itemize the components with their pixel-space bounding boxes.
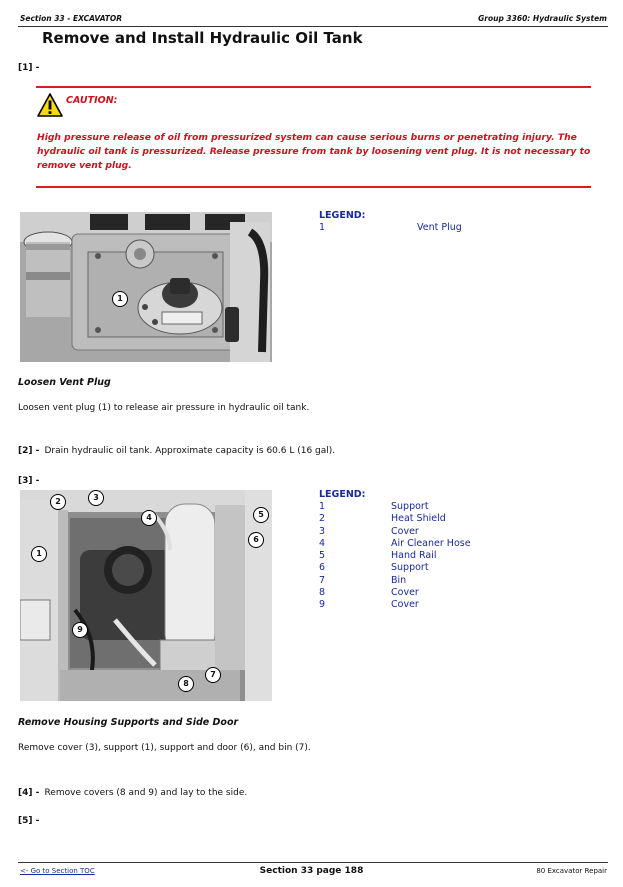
legend-2 [319,501,471,612]
legend-2-label: Air Cleaner Hose [391,537,471,549]
housing-photo [20,490,272,701]
caution-label: CAUTION: [66,95,118,106]
legend-2-label: Support [391,501,429,512]
legend-2-num: 1 [319,501,326,512]
step-4 [18,780,247,799]
legend-2-num: 2 [319,513,326,525]
legend-2-row [319,526,471,538]
callout-1: 1 [31,546,47,562]
legend-2-row [319,599,471,611]
legend-2-num: 6 [319,562,326,574]
step-4-label: [4] - [18,788,40,798]
callout-1: 1 [112,291,128,307]
legend-2-label: Cover [391,525,419,537]
legend-1-label: Vent Plug [417,222,462,233]
legend-2-row [319,587,471,599]
legend-2-label: Support [391,562,429,574]
callout-9: 9 [72,622,88,638]
section-header: Section 33 - EXCAVATOR [20,14,123,23]
manual-name: 80 Excavator Repair [536,867,607,875]
callout-5: 5 [253,507,269,523]
instruction-text-2: Remove cover (3), support (1), support and door (6), and bin (7). [18,743,311,753]
legend-2-num: 5 [319,550,326,562]
legend-2-row [319,501,471,513]
legend-1 [319,222,462,234]
callout-8: 8 [178,676,194,692]
legend-2-num: 3 [319,525,326,537]
instruction-text-1: Loosen vent plug (1) to release air pressure in hydraulic oil tank. [18,403,310,413]
callout-7: 7 [205,667,221,683]
legend-2-row [319,538,471,550]
callout-3: 3 [88,490,104,506]
legend-1-num: 1 [319,222,326,233]
callout-2: 2 [50,494,66,510]
legend-1-row [319,222,462,234]
caption-loosen-vent-plug: Loosen Vent Plug [18,377,111,388]
step-2 [18,438,335,457]
legend-2-label: Cover [391,599,419,611]
legend-2-label: Hand Rail [391,550,437,562]
step-3-label: [3] - [18,476,40,486]
page-number: Section 33 page 188 [259,866,364,876]
group-header: Group 3360: Hydraulic System [478,14,607,23]
legend-2-num: 7 [319,574,326,586]
footer-divider [18,862,608,863]
legend-2-row [319,562,471,574]
callout-4: 4 [141,510,157,526]
caution-text: High pressure release of oil from pressurized system can cause serious burns or penetrating injury. The hydraulic oil tank is pressurized. Release pressure from tank by loosening vent plug. It is not necessary to remove vent plug. [37,132,591,171]
step-4-text: Remove covers (8 and 9) and lay to the side. [44,788,248,798]
step-1-label: [1] - [18,63,40,73]
caption-remove-housing-supports: Remove Housing Supports and Side Door [18,717,239,728]
legend-2-label: Bin [391,574,407,586]
legend-2-num: 9 [319,599,326,611]
step-5-label: [5] - [18,816,40,826]
legend-2-num: 8 [319,587,326,599]
vent-plug-photo [20,212,272,362]
caution-top-rule [36,86,591,88]
go-to-section-toc-link[interactable]: <- Go to Section TOC [20,867,95,875]
legend-2-row [319,575,471,587]
legend-2-label: Heat Shield [391,513,446,525]
header-divider [18,26,608,27]
legend-2-row [319,513,471,525]
caution-bottom-rule [36,186,591,188]
step-2-text: Drain hydraulic oil tank. Approximate capacity is 60.6 L (16 gal). [44,446,336,456]
legend-2-heading: LEGEND: [319,489,366,500]
step-2-label: [2] - [18,446,40,456]
legend-2-label: Cover [391,587,419,599]
page-title: Remove and Install Hydraulic Oil Tank [42,29,363,47]
legend-2-row [319,550,471,562]
warning-triangle-icon [37,93,63,117]
legend-2-num: 4 [319,537,326,549]
legend-1-heading: LEGEND: [319,210,366,221]
callout-6: 6 [248,532,264,548]
